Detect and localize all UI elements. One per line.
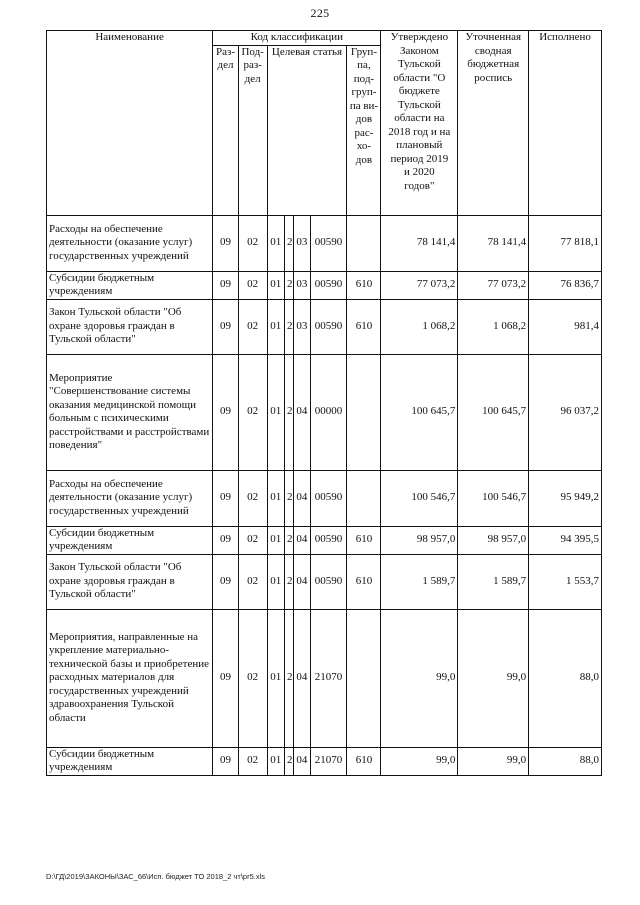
header-group: Груп- па, под- груп- па ви- дов рас- хо- дов: [347, 45, 381, 215]
header-razdel: Раз- дел: [213, 45, 239, 215]
target-subprogram-cell: 2: [284, 747, 293, 775]
table-row: [47, 215, 602, 271]
podrazdel-cell: 02: [238, 747, 267, 775]
expense-group-cell: 610: [347, 299, 381, 354]
header-approved: Утверждено Законом Тульской области "О бюджете Тульской области на 2018 год и на плановый период 2019 и 2020 годов": [381, 31, 458, 216]
target-measure-cell: 04: [294, 554, 310, 609]
target-direction-cell: 00000: [310, 354, 347, 470]
executed-amount-cell: 88,0: [529, 747, 602, 775]
refined-amount-cell: 100 645,7: [458, 354, 529, 470]
razdel-cell: 09: [213, 271, 239, 299]
podrazdel-cell: 02: [238, 526, 267, 554]
target-measure-cell: 04: [294, 747, 310, 775]
target-program-cell: 01: [267, 526, 284, 554]
page-number: 225: [310, 6, 330, 20]
podrazdel-cell: 02: [238, 215, 267, 271]
target-subprogram-cell: 2: [284, 299, 293, 354]
table-row: [47, 526, 602, 554]
row-name: Закон Тульской области "Об охране здоровья граждан в Тульской области": [47, 554, 213, 609]
executed-amount-cell: 76 836,7: [529, 271, 602, 299]
target-measure-cell: 03: [294, 299, 310, 354]
expense-group-cell: [347, 609, 381, 747]
target-subprogram-cell: 2: [284, 526, 293, 554]
razdel-cell: 09: [213, 299, 239, 354]
target-direction-cell: 00590: [310, 526, 347, 554]
target-program-cell: 01: [267, 747, 284, 775]
table-row: [47, 271, 602, 299]
refined-amount-cell: 100 546,7: [458, 470, 529, 526]
target-measure-cell: 03: [294, 271, 310, 299]
target-subprogram-cell: 2: [284, 470, 293, 526]
target-subprogram-cell: 2: [284, 554, 293, 609]
target-program-cell: 01: [267, 354, 284, 470]
target-direction-cell: 00590: [310, 271, 347, 299]
target-measure-cell: 04: [294, 354, 310, 470]
header-target: Целевая статья: [267, 45, 347, 215]
footer-file-path: D:\ГД\2019\ЗАКОНЫ\ЗАС_66\Исп. бюджет ТО 2018_2 чт\pr5.xls: [46, 872, 265, 881]
executed-amount-cell: 77 818,1: [529, 215, 602, 271]
approved-amount-cell: 100 645,7: [381, 354, 458, 470]
razdel-cell: 09: [213, 747, 239, 775]
approved-amount-cell: 99,0: [381, 609, 458, 747]
table-row: [47, 554, 602, 609]
razdel-cell: 09: [213, 470, 239, 526]
podrazdel-cell: 02: [238, 470, 267, 526]
razdel-cell: 09: [213, 526, 239, 554]
target-direction-cell: 00590: [310, 554, 347, 609]
approved-amount-cell: 100 546,7: [381, 470, 458, 526]
refined-amount-cell: 99,0: [458, 747, 529, 775]
approved-amount-cell: 98 957,0: [381, 526, 458, 554]
header-refined: Уточненная сводная бюджетная роспись: [458, 31, 529, 216]
executed-amount-cell: 95 949,2: [529, 470, 602, 526]
row-name: Расходы на обеспечение деятельности (оказание услуг) государственных учреждений: [47, 470, 213, 526]
executed-amount-cell: 94 395,5: [529, 526, 602, 554]
target-program-cell: 01: [267, 609, 284, 747]
refined-amount-cell: 78 141,4: [458, 215, 529, 271]
razdel-cell: 09: [213, 354, 239, 470]
target-program-cell: 01: [267, 271, 284, 299]
razdel-cell: 09: [213, 215, 239, 271]
table-row: [47, 354, 602, 470]
expense-group-cell: [347, 354, 381, 470]
row-name: Субсидии бюджетным учреждениям: [47, 526, 213, 554]
target-direction-cell: 00590: [310, 215, 347, 271]
refined-amount-cell: 99,0: [458, 609, 529, 747]
table-row: [47, 470, 602, 526]
refined-amount-cell: 77 073,2: [458, 271, 529, 299]
table-row: [47, 609, 602, 747]
target-program-cell: 01: [267, 299, 284, 354]
podrazdel-cell: 02: [238, 354, 267, 470]
razdel-cell: 09: [213, 609, 239, 747]
target-program-cell: 01: [267, 554, 284, 609]
expense-group-cell: 610: [347, 526, 381, 554]
table-row: [47, 299, 602, 354]
expense-group-cell: [347, 470, 381, 526]
approved-amount-cell: 1 589,7: [381, 554, 458, 609]
executed-amount-cell: 981,4: [529, 299, 602, 354]
podrazdel-cell: 02: [238, 271, 267, 299]
header-podrazdel: Под- раз- дел: [238, 45, 267, 215]
target-direction-cell: 21070: [310, 747, 347, 775]
refined-amount-cell: 1 589,7: [458, 554, 529, 609]
razdel-cell: 09: [213, 554, 239, 609]
podrazdel-cell: 02: [238, 554, 267, 609]
approved-amount-cell: 99,0: [381, 747, 458, 775]
approved-amount-cell: 78 141,4: [381, 215, 458, 271]
row-name: Субсидии бюджетным учреждениям: [47, 271, 213, 299]
target-subprogram-cell: 2: [284, 215, 293, 271]
target-subprogram-cell: 2: [284, 271, 293, 299]
row-name: Субсидии бюджетным учреждениям: [47, 747, 213, 775]
expense-group-cell: 610: [347, 747, 381, 775]
expense-group-cell: 610: [347, 271, 381, 299]
target-program-cell: 01: [267, 215, 284, 271]
table-row: [47, 747, 602, 775]
row-name: Мероприятия, направленные на укрепление материально-технической базы и приобретение расходных материалов для государственных учреждений здравоохранения Тульской области: [47, 609, 213, 747]
executed-amount-cell: 1 553,7: [529, 554, 602, 609]
approved-amount-cell: 77 073,2: [381, 271, 458, 299]
refined-amount-cell: 98 957,0: [458, 526, 529, 554]
header-classification: Код классификации: [213, 31, 381, 46]
target-measure-cell: 04: [294, 526, 310, 554]
target-direction-cell: 00590: [310, 470, 347, 526]
budget-table: [46, 30, 602, 776]
target-measure-cell: 04: [294, 470, 310, 526]
target-program-cell: 01: [267, 470, 284, 526]
executed-amount-cell: 96 037,2: [529, 354, 602, 470]
header-name: Наименование: [47, 31, 213, 216]
podrazdel-cell: 02: [238, 299, 267, 354]
target-measure-cell: 04: [294, 609, 310, 747]
expense-group-cell: 610: [347, 554, 381, 609]
refined-amount-cell: 1 068,2: [458, 299, 529, 354]
header-executed: Исполнено: [529, 31, 602, 216]
target-direction-cell: 21070: [310, 609, 347, 747]
target-measure-cell: 03: [294, 215, 310, 271]
row-name: Закон Тульской области "Об охране здоровья граждан в Тульской области": [47, 299, 213, 354]
row-name: Мероприятие "Совершенствование системы оказания медицинской помощи больным с психическими расстройствами и расстройствами поведения": [47, 354, 213, 470]
target-subprogram-cell: 2: [284, 354, 293, 470]
approved-amount-cell: 1 068,2: [381, 299, 458, 354]
row-name: Расходы на обеспечение деятельности (оказание услуг) государственных учреждений: [47, 215, 213, 271]
target-subprogram-cell: 2: [284, 609, 293, 747]
podrazdel-cell: 02: [238, 609, 267, 747]
executed-amount-cell: 88,0: [529, 609, 602, 747]
target-direction-cell: 00590: [310, 299, 347, 354]
expense-group-cell: [347, 215, 381, 271]
